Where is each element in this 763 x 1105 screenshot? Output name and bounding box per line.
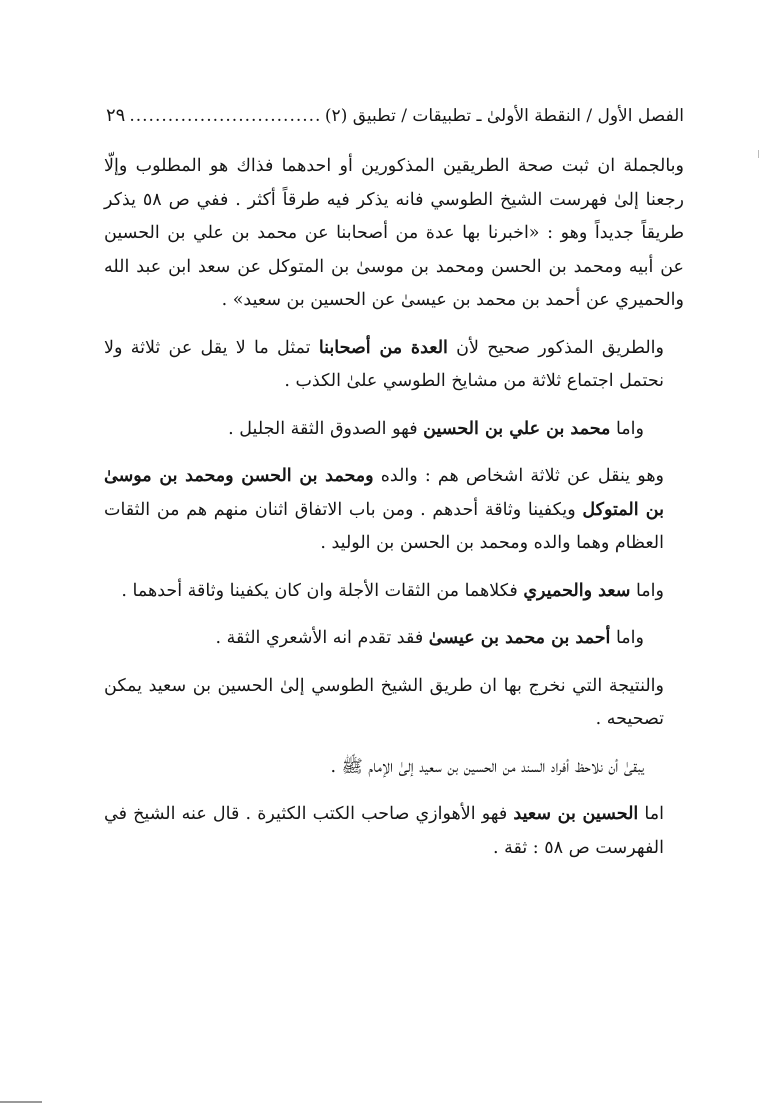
paragraph-7 — [104, 670, 684, 737]
bold-term: ومحمد بن الحسن ومحمد بن موسىٰ بن المتوكل — [104, 466, 664, 520]
paragraph-text: فقد تقدم انه الأشعري الثقة . — [215, 628, 429, 648]
paragraph-text: فهو الصدوق الثقة الجليل . — [228, 418, 424, 439]
bold-term: أحمد بن محمد بن عيسىٰ — [428, 628, 611, 648]
paragraph-8 — [104, 751, 684, 785]
bold-term: سعد والحميري — [523, 580, 631, 601]
paragraph-text: فكلاهما من الثقات الأجلة وان كان يكفينا وثاقة أحدهما . — [121, 580, 524, 601]
page-number: ٢٩ — [106, 105, 126, 126]
paragraph-text: ويكفينا وثاقة أحدهم . ومن باب الاتفاق اثنان منهم هم من الثقات العظام وهما والده ومحمد بن الحسن بن الوليد . — [104, 499, 664, 553]
paragraph-6 — [104, 622, 684, 656]
scan-edge-tick — [758, 150, 759, 158]
bold-term: العدة من أصحابنا — [318, 337, 448, 358]
paragraph-text: يبقىٰ أن نلاحظ أفراد السند من الحسين بن سعيد إلىٰ الإمام ﷺ . — [330, 756, 644, 777]
paragraph-text: فهو الأهوازي صاحب الكتب الكثيرة . قال عنه الشيخ في الفهرست ص ٥٨ : ثقة . — [104, 804, 664, 858]
paragraph-5 — [104, 575, 684, 609]
paragraph-text: واما — [630, 580, 664, 601]
paragraph-text: اما — [638, 804, 664, 824]
paragraph-text: وبالجملة ان ثبت صحة الطريقين المذكورين أو احدهما فذاك هو المطلوب وإلّا رجعنا إلىٰ فهرست الشيخ الطوسي فانه يذكر فيه طرقاً أكثر . ففي ص ٥٨ يذكر طريقاً جديداً وهو : «اخبرنا بها عدة من أصحابنا عن محمد بن علي بن الحسين عن أبيه ومحمد بن الحسن ومحمد بن موسىٰ بن المتوكل عن سعد ابن عبد الله والحميري عن أحمد بن محمد بن عيسىٰ عن الحسين بن سعيد» . — [104, 156, 684, 310]
scan-edge-mark — [0, 1101, 42, 1103]
paragraph-text: تمثل ما لا يقل عن ثلاثة ولا نحتمل اجتماع ثلاثة من مشايخ الطوسي علىٰ الكذب . — [104, 337, 664, 391]
header-leader-dots — [129, 98, 321, 134]
header-title: الفصل الأول / النقطة الأولىٰ ـ تطبيقات / تطبيق (٢) — [324, 106, 684, 126]
bold-term: الحسين بن سعيد — [513, 804, 639, 824]
paragraph-1 — [104, 150, 684, 318]
paragraph-2 — [104, 332, 684, 399]
paragraph-text: واما — [610, 628, 644, 648]
paragraph-text: والنتيجة التي نخرج بها ان طريق الشيخ الطوسي إلىٰ الحسين بن سعيد يمكن تصحيحه . — [104, 675, 664, 729]
running-header — [106, 98, 684, 134]
paragraph-text: واما — [610, 418, 644, 439]
paragraph-9 — [104, 798, 684, 865]
paragraph-4 — [104, 460, 684, 561]
page-body — [104, 150, 684, 879]
paragraph-3 — [104, 413, 684, 447]
paragraph-text: وهو ينقل عن ثلاثة اشخاص هم : والده — [373, 466, 664, 486]
bold-term: محمد بن علي بن الحسين — [423, 418, 611, 439]
paragraph-text: والطريق المذكور صحيح لأن — [447, 337, 664, 358]
